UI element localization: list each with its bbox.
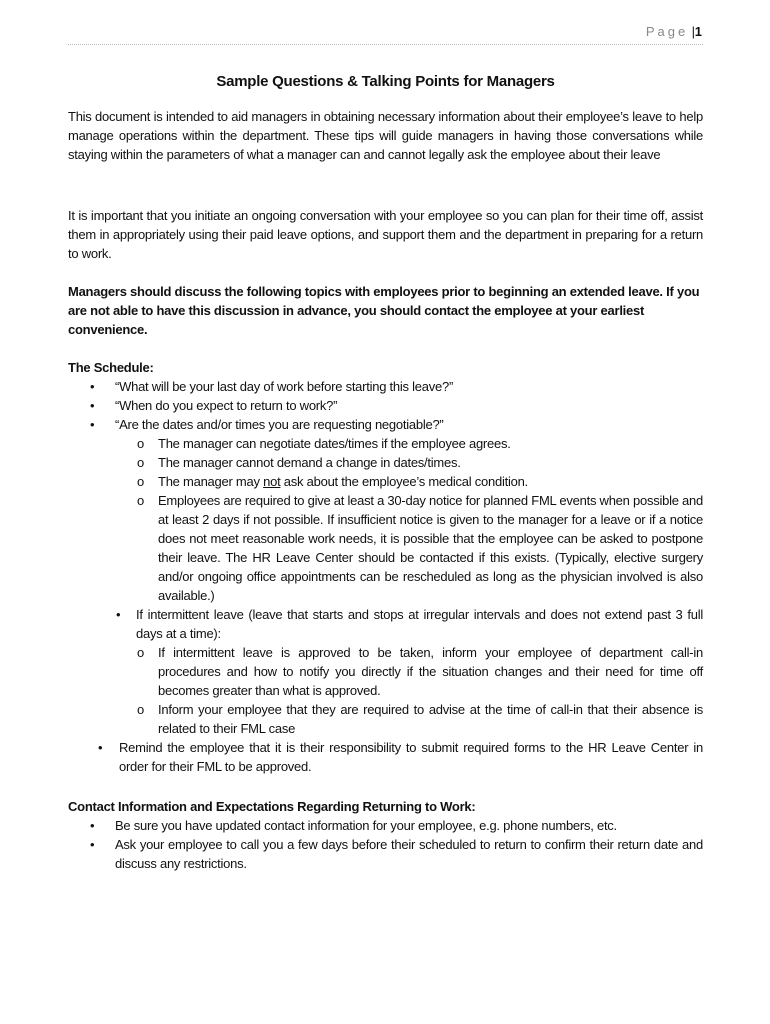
list-item	[68, 377, 703, 396]
item-text: Remind the employee that it is their responsibility to submit required forms to the HR Leave Center in order for their FML to be approved.	[119, 740, 703, 774]
circle-bullet-icon: o	[137, 493, 144, 508]
bullet-icon: •	[90, 837, 95, 852]
list-item	[68, 605, 703, 643]
schedule-section	[68, 358, 703, 776]
item-text: Employees are required to give at least a 30-day notice for planned FML events when possible and at least 2 days if not possible. If insufficient notice is given to the manager for a leave or if a notice does not meet reasonable work needs, it is possible that the employee can be asked to postpone their leave. The HR Leave Center should be contacted if this exists. (Typically, elective surgery and/or ongoing office appointments can be rescheduled as long as the physician involved is also available.)	[158, 493, 703, 603]
item-text: “What will be your last day of work before starting this leave?”	[115, 379, 454, 394]
list-item	[68, 738, 703, 776]
list-item	[68, 816, 703, 835]
item-text: “Are the dates and/or times you are requesting negotiable?”	[115, 417, 444, 432]
list-item	[68, 415, 703, 434]
item-text: The manager cannot demand a change in dates/times.	[158, 455, 461, 470]
item-text: Ask your employee to call you a few days before their scheduled to return to confirm their return date and discuss any restrictions.	[115, 837, 703, 871]
item-text: “When do you expect to return to work?”	[115, 398, 338, 413]
sub-list-item	[68, 491, 703, 605]
schedule-heading: The Schedule:	[68, 360, 154, 375]
page-label: Page	[645, 24, 689, 39]
contact-heading: Contact Information and Expectations Regarding Returning to Work:	[68, 799, 476, 814]
bullet-icon: •	[90, 818, 95, 833]
intro-paragraph: This document is intended to aid managers in obtaining necessary information about their employee’s leave to help manage operations within the department. These tips will guide managers in having those conversations while staying within the parameters of what a manager can and cannot legally ask the employee about their leave	[68, 109, 703, 162]
sub-list-item	[68, 472, 703, 491]
page-number: 1	[694, 24, 702, 39]
second-paragraph: It is important that you initiate an ongoing conversation with your employee so you can plan for their time off, assist them in appropriately using their paid leave options, and support them and the department in preparing for a return to work.	[68, 208, 703, 261]
circle-bullet-icon: o	[137, 455, 144, 470]
item-text: The manager can negotiate dates/times if the employee agrees.	[158, 436, 511, 451]
sub-list-item	[68, 453, 703, 472]
item-text: Inform your employee that they are required to advise at the time of call-in that their absence is related to their FML case	[158, 702, 703, 736]
list-item	[68, 396, 703, 415]
sub-list-item	[68, 643, 703, 700]
bullet-icon: •	[90, 417, 95, 432]
underlined-not: not	[263, 474, 281, 489]
contact-section	[68, 797, 703, 873]
circle-bullet-icon: o	[137, 474, 144, 489]
circle-bullet-icon: o	[137, 702, 144, 717]
bullet-icon: •	[90, 398, 95, 413]
bullet-icon: •	[90, 379, 95, 394]
bold-paragraph: Managers should discuss the following topics with employees prior to beginning an extended leave. If you are not able to have this discussion in advance, you should contact the employee at your earliest convenience.	[68, 284, 700, 337]
page-number-header	[646, 24, 702, 39]
sub-list-item	[68, 434, 703, 453]
circle-bullet-icon: o	[137, 645, 144, 660]
item-text: Be sure you have updated contact information for your employee, e.g. phone numbers, etc.	[115, 818, 617, 833]
sub-list-item	[68, 700, 703, 738]
list-item	[68, 835, 703, 873]
item-text: ask about the employee’s medical condition.	[280, 474, 528, 489]
item-text: The manager may	[158, 474, 264, 489]
bullet-icon: •	[116, 607, 121, 622]
item-text: If intermittent leave is approved to be taken, inform your employee of department call-in procedures and how to notify you directly if the situation changes and their need for time off becomes greater than what is approved.	[158, 645, 703, 698]
item-text: If intermittent leave (leave that starts and stops at irregular intervals and does not extend past 3 full days at a time):	[136, 607, 703, 641]
header-rule	[68, 44, 703, 45]
bullet-icon: •	[98, 740, 103, 755]
circle-bullet-icon: o	[137, 436, 144, 451]
document-title: Sample Questions & Talking Points for Managers	[216, 73, 555, 90]
separator: |	[691, 24, 695, 39]
